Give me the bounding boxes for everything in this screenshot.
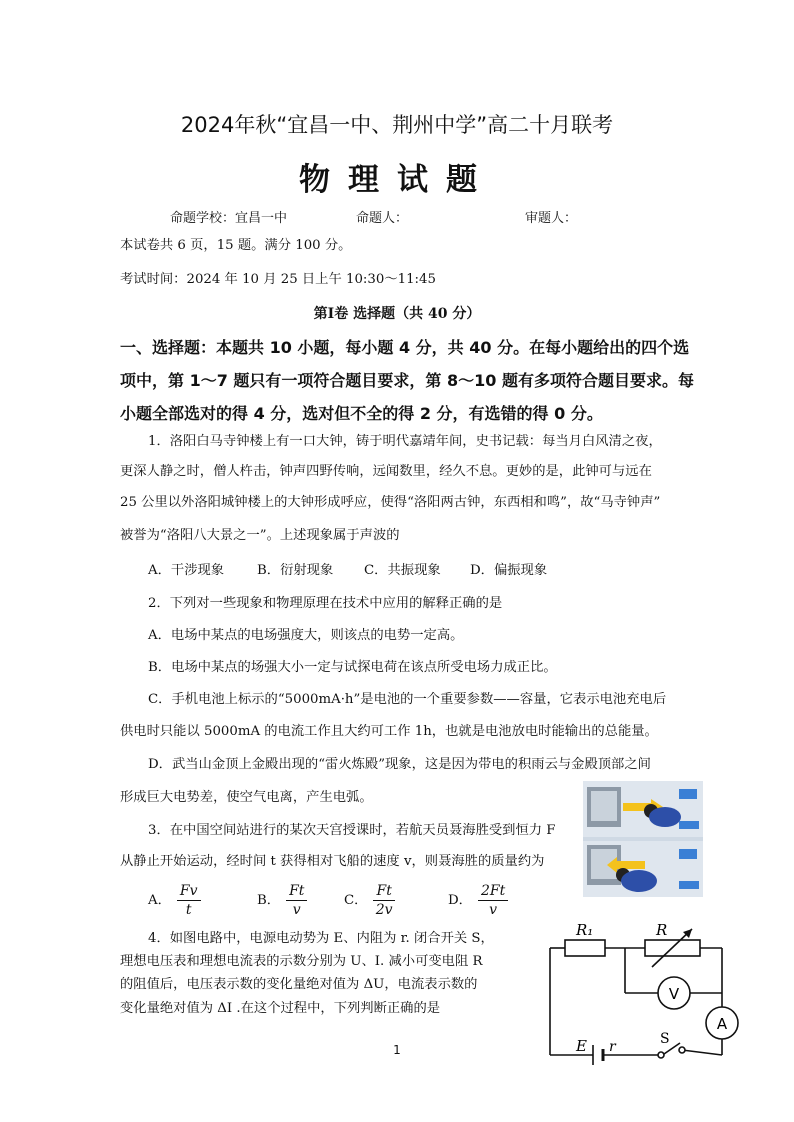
q4-line-1: 4．如图电路中，电源电动势为 E、内阻为 r. 闭合开关 S， xyxy=(148,931,494,946)
q4-line-3: 的阻值后，电压表示数的变化量绝对值为 ΔU，电流表示数的 xyxy=(120,977,478,992)
q2-stem: 2．下列对一些现象和物理原理在技术中应用的解释正确的是 xyxy=(148,596,503,611)
q3-option-a-denominator: t xyxy=(185,902,192,918)
exam-title: 2024年秋“宜昌一中、荆州中学”高二十月联考 xyxy=(180,113,614,137)
q3-line-1: 3．在中国空间站进行的某次天宫授课时，若航天员聂海胜受到恒力 F xyxy=(148,823,556,838)
astronaut-photo-top xyxy=(583,781,703,837)
label-v: V xyxy=(668,985,680,1003)
label-internal-r: r xyxy=(609,1039,616,1055)
astronaut-photo xyxy=(583,781,703,897)
q1-line-1: 1．洛阳白马寺钟楼上有一口大钟，铸于明代嘉靖年间，史书记载：每当月白风清之夜， xyxy=(148,434,662,449)
q2-option-d-line-1: D．武当山金顶上金殿出现的“雷火炼殿”现象，这是因为带电的积雨云与金殿顶部之间 xyxy=(148,757,651,772)
q4-line-4: 变化量绝对值为 ΔI .在这个过程中，下列判断正确的是 xyxy=(120,1001,441,1016)
q3-option-a-fraction xyxy=(177,882,201,919)
q3-option-d-numerator: 2Ft xyxy=(478,882,508,901)
q2-option-a: A．电场中某点的电场强度大，则该点的电势一定高。 xyxy=(148,628,464,643)
q1-line-2: 更深人静之时，僧人杵击，钟声四野传响，远闻数里，经久不息。更妙的是，此钟可与远在 xyxy=(120,464,652,479)
q3-option-d-denominator: v xyxy=(489,902,498,918)
q3-option-b-fraction xyxy=(286,882,307,919)
section-title: 第Ⅰ卷 选择题（共 40 分） xyxy=(313,306,481,322)
q3-option-b-numerator: Ft xyxy=(286,882,307,901)
q1-option-c: C．共振现象 xyxy=(364,563,441,578)
q3-option-c-denominator: 2v xyxy=(375,902,393,918)
section-instructions-line-1: 一、选择题：本题共 10 小题，每小题 4 分，共 40 分。在每小题给出的四个选 xyxy=(120,338,690,357)
q3-option-c-numerator: Ft xyxy=(373,882,394,901)
q3-option-b-denominator: v xyxy=(292,902,301,918)
q3-line-2: 从静止开始运动，经时间 t 获得相对飞船的速度 v，则聂海胜的质量约为 xyxy=(120,854,545,869)
q2-option-c-line-2: 供电时只能以 5000mA 的电流工作且大约可工作 1h，也就是电池放电时能输出的总能量。 xyxy=(120,724,658,739)
reviewer-name: 审题人： xyxy=(525,211,578,226)
q1-option-d: D．偏振现象 xyxy=(470,563,548,578)
label-a: A xyxy=(716,1015,728,1033)
q3-option-d-fraction xyxy=(478,882,508,919)
astronaut-photo-bottom xyxy=(583,841,703,897)
page-number: 1 xyxy=(393,1043,401,1057)
q1-option-b: B．衍射现象 xyxy=(257,563,334,578)
q3-option-d xyxy=(448,882,508,919)
label-r1: R₁ xyxy=(576,921,594,939)
q3-option-c-label: C． xyxy=(344,892,368,908)
exam-time: 考试时间：2024 年 10 月 25 日上午 10:30～11:45 xyxy=(120,272,436,287)
q2-option-d-line-2: 形成巨大电势差，使空气电离，产生电弧。 xyxy=(120,790,373,805)
q3-option-c-fraction xyxy=(373,882,394,919)
q3-option-a-numerator: Fv xyxy=(177,882,201,901)
q2-option-c-line-1: C．手机电池上标示的“5000mA·h”是电池的一个重要参数——容量，它表示电池充电后 xyxy=(148,692,667,707)
q2-option-b: B．电场中某点的场强大小一定与试探电荷在该点所受电场力成正比。 xyxy=(148,660,557,675)
q3-option-b xyxy=(257,882,307,919)
label-r: R xyxy=(656,921,668,939)
q4-line-2: 理想电压表和理想电流表的示数分别为 U、I. 减小可变电阻 R xyxy=(120,954,483,969)
q1-line-3: 25 公里以外洛阳城钟楼上的大钟形成呼应，使得“洛阳两古钟，东西相和鸣”，故“马寺钟声” xyxy=(120,495,661,510)
label-s: S xyxy=(660,1031,670,1047)
resistor-r1 xyxy=(565,940,605,956)
q3-option-c xyxy=(344,882,395,919)
q3-option-a-label: A． xyxy=(148,892,171,908)
subject-title: 物理试题 xyxy=(299,162,495,198)
q3-option-b-label: B． xyxy=(257,892,281,908)
q3-option-d-label: D． xyxy=(448,892,472,908)
setter-name: 命题人： xyxy=(356,211,409,226)
q1-option-a: A．干涉现象 xyxy=(148,563,225,578)
section-instructions-line-2: 项中，第 1～7 题只有一项符合题目要求，第 8～10 题有多项符合题目要求。每 xyxy=(120,371,694,390)
setter-school: 命题学校：宜昌一中 xyxy=(170,211,288,226)
q3-option-a xyxy=(148,882,201,919)
q1-line-4: 被誉为“洛阳八大景之一”。上述现象属于声波的 xyxy=(120,528,400,543)
label-e: E xyxy=(576,1037,587,1055)
exam-info: 本试卷共 6 页，15 题。满分 100 分。 xyxy=(120,238,352,253)
section-instructions-line-3: 小题全部选对的得 4 分，选对但不全的得 2 分，有选错的得 0 分。 xyxy=(120,404,603,423)
